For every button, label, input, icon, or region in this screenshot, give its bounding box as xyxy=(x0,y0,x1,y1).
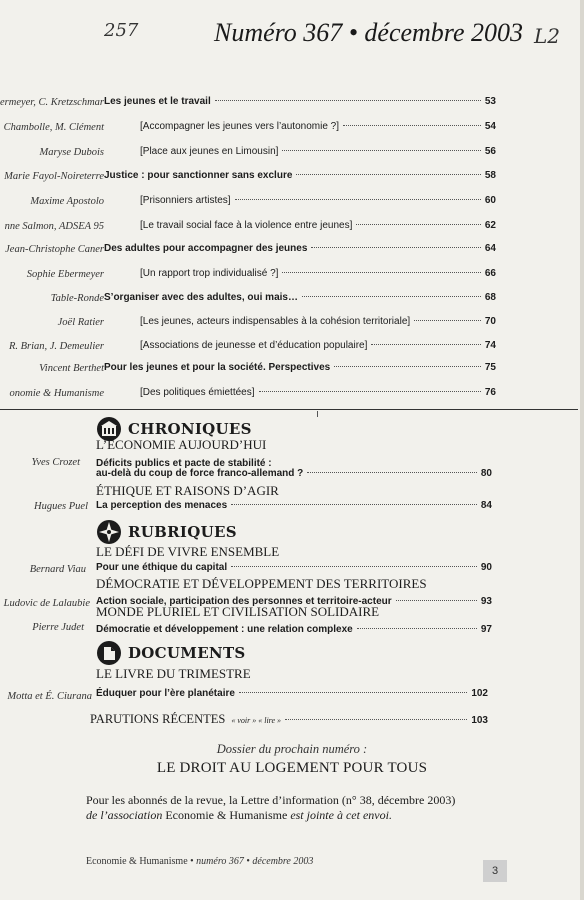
leader-dots xyxy=(259,391,481,392)
article-title-deficits-2: au-delà du coup de force franco-allemand ? xyxy=(96,468,304,479)
toc-author: onomie & Humanisme xyxy=(9,388,104,399)
footer-publication: Economie & Humanisme xyxy=(86,856,188,867)
parutions-title: PARUTIONS RÉCENTES xyxy=(90,712,226,726)
toc-author: Joël Ratier xyxy=(57,317,104,328)
author-motta-ciurana: Motta et É. Ciurana xyxy=(7,691,92,702)
toc-author: Sophie Ebermeyer xyxy=(26,269,104,280)
toc-title: [Place aux jeunes en Limousin] xyxy=(140,146,279,157)
note-text-a: de l’association xyxy=(86,808,166,822)
toc-author: Maxime Apostolo xyxy=(30,196,104,207)
leader-dots xyxy=(356,224,481,225)
article-title-democratie: Démocratie et développement : une relation complexe xyxy=(96,624,353,635)
toc-line-democratie xyxy=(96,624,492,640)
toc-line xyxy=(104,362,496,378)
rubric-territoires: DÉMOCRATIE ET DÉVELOPPEMENT DES TERRITOIRES xyxy=(96,576,427,591)
article-title-menaces: La perception des menaces xyxy=(96,500,228,511)
article-title-eduquer: Éduquer pour l’ère planétaire xyxy=(96,688,235,699)
section-divider xyxy=(0,409,578,410)
toc-line-deficits xyxy=(96,468,492,484)
toc-author: Vincent Berthet xyxy=(39,363,104,374)
article-title-capital: Pour une éthique du capital xyxy=(96,562,228,573)
rubric-livre: LE LIVRE DU TRIMESTRE xyxy=(96,666,251,681)
toc-line xyxy=(140,268,496,284)
toc-entry xyxy=(0,146,584,162)
page-number: 70 xyxy=(484,316,496,327)
toc-line xyxy=(104,96,496,112)
section-title-rubriques: RUBRIQUES xyxy=(128,523,237,541)
leader-dots xyxy=(307,472,477,473)
toc-title: Pour les jeunes et pour la société. Perspectives xyxy=(104,362,331,373)
page-number: 76 xyxy=(484,387,496,398)
toc-line xyxy=(104,292,496,308)
toc-title: Justice : pour sanctionner sans exclure xyxy=(104,170,293,181)
toc-line xyxy=(140,121,496,137)
leader-dots xyxy=(302,296,481,297)
toc-entry xyxy=(0,195,584,211)
page-number: 54 xyxy=(484,121,496,132)
section-title-documents: DOCUMENTS xyxy=(128,644,246,662)
toc-entry xyxy=(0,220,584,236)
page-number: 58 xyxy=(484,170,496,181)
page-edge xyxy=(580,0,584,900)
author-crozet: Yves Crozet xyxy=(31,457,80,468)
toc-title: Des adultes pour accompagner des jeunes xyxy=(104,243,308,254)
section-documents xyxy=(96,640,246,666)
author-puel: Hugues Puel xyxy=(34,501,88,512)
toc-line xyxy=(104,243,496,259)
toc-entry xyxy=(0,121,584,137)
toc-author: R. Brian, J. Demeulier xyxy=(8,341,104,352)
subscriber-note-line2 xyxy=(86,808,392,823)
page-number: 53 xyxy=(484,96,496,107)
toc-entry xyxy=(0,268,584,284)
toc-title: [Des politiques émiettées] xyxy=(140,387,255,398)
page-number: 56 xyxy=(484,146,496,157)
leader-dots xyxy=(231,566,477,567)
documents-icon xyxy=(96,640,122,666)
page-footer: Economie & Humanisme • numéro 367 • décembre 2003 xyxy=(86,856,314,867)
toc-author: ermeyer, C. Kretzschmar xyxy=(0,97,104,108)
toc-title: [Associations de jeunesse et d’éducation populaire] xyxy=(140,340,368,351)
article-title-action-sociale: Action sociale, participation des personnes et territoire-acteur xyxy=(96,596,392,607)
next-issue-label: Dossier du prochain numéro : xyxy=(216,742,368,756)
page-number: 60 xyxy=(484,195,496,206)
leader-dots xyxy=(285,719,467,720)
leader-dots xyxy=(215,100,481,101)
page-number: 74 xyxy=(484,340,496,351)
section-rubriques xyxy=(96,519,237,545)
subscriber-note-line1: Pour les abonnés de la revue, la Lettre d’information (n° 38, décembre 2003) xyxy=(86,793,456,807)
page-number: 62 xyxy=(484,220,496,231)
toc-entry xyxy=(0,340,584,356)
leader-dots xyxy=(235,199,481,200)
toc-author: Marie Fayol-Noireterre xyxy=(4,171,104,182)
toc-title: [Prisonniers artistes] xyxy=(140,195,231,206)
compass-icon xyxy=(96,519,122,545)
page-number: 93 xyxy=(480,596,492,607)
toc-entry xyxy=(0,387,584,403)
page-number: 68 xyxy=(484,292,496,303)
leader-dots xyxy=(371,344,481,345)
toc-entry xyxy=(0,96,584,112)
leader-dots xyxy=(296,174,480,175)
leader-dots xyxy=(282,272,480,273)
toc-title: [Les jeunes, acteurs indispensables à la cohésion territoriale] xyxy=(140,316,411,327)
toc-author: Maryse Dubois xyxy=(39,147,104,158)
toc-entry xyxy=(0,316,584,332)
leader-dots xyxy=(334,366,481,367)
page-number: 64 xyxy=(484,243,496,254)
leader-dots xyxy=(231,504,477,505)
leader-dots xyxy=(311,247,480,248)
next-issue-title: LE DROIT AU LOGEMENT POUR TOUS xyxy=(156,760,428,776)
toc-line xyxy=(104,170,496,186)
note-association-name: Economie & Humanisme xyxy=(165,808,288,822)
toc-entry xyxy=(0,170,584,186)
toc-line xyxy=(140,340,496,356)
toc-line xyxy=(140,316,496,332)
note-text-c: est jointe à cet envoi. xyxy=(287,808,392,822)
footer-issue: numéro 367 xyxy=(196,856,244,867)
page-number: 97 xyxy=(480,624,492,635)
issue-title: Numéro 367 • décembre 2003 xyxy=(214,18,524,47)
leader-dots xyxy=(414,320,481,321)
leader-dots xyxy=(357,628,477,629)
article-title-deficits-1: Déficits publics et pacte de stabilité : xyxy=(96,458,272,469)
parutions-subtitle: « voir » « lire » xyxy=(231,716,282,725)
toc-line-parutions xyxy=(90,712,488,728)
page-number: 84 xyxy=(480,500,492,511)
page-number: 102 xyxy=(471,688,488,699)
toc-title: S’organiser avec des adultes, oui mais… xyxy=(104,292,298,303)
page-number: 80 xyxy=(480,468,492,479)
footer-date: décembre 2003 xyxy=(252,856,314,867)
section-title-chroniques: CHRONIQUES xyxy=(128,420,252,438)
rubric-ethique: ÉTHIQUE ET RAISONS D’AGIR xyxy=(96,483,279,498)
toc-line xyxy=(140,146,496,162)
toc-title: [Le travail social face à la violence entre jeunes] xyxy=(140,220,353,231)
toc-line xyxy=(140,220,496,236)
toc-line-eduquer xyxy=(96,688,488,704)
toc-title: Les jeunes et le travail xyxy=(104,96,211,107)
page-number: 90 xyxy=(480,562,492,573)
toc-author: nne Salmon, ADSEA 95 xyxy=(4,221,104,232)
toc-author: Chambolle, M. Clément xyxy=(3,122,104,133)
toc-title: [Accompagner les jeunes vers l’autonomie ?] xyxy=(140,121,339,132)
handwritten-note-right: L2 xyxy=(534,24,561,48)
leader-dots xyxy=(239,692,467,693)
author-lalaubie: Ludovic de Lalaubie xyxy=(3,598,90,609)
leader-dots xyxy=(282,150,480,151)
author-judet: Pierre Judet xyxy=(32,622,84,633)
toc-author: Table-Ronde xyxy=(50,293,104,304)
handwritten-note-left: 257 xyxy=(104,20,139,41)
toc-author: Jean-Christophe Caner xyxy=(5,244,104,255)
leader-dots xyxy=(396,600,477,601)
toc-entry xyxy=(0,292,584,308)
page-number: 66 xyxy=(484,268,496,279)
toc-title: [Un rapport trop individualisé ?] xyxy=(140,268,279,279)
toc-entry xyxy=(0,362,584,378)
rubric-economie: L’ÉCONOMIE AUJOURD’HUI xyxy=(96,437,267,452)
toc-entry xyxy=(0,243,584,259)
rubric-vivre-ensemble: LE DÉFI DE VIVRE ENSEMBLE xyxy=(96,544,280,559)
toc-line xyxy=(140,387,496,403)
leader-dots xyxy=(343,125,481,126)
page-number: 103 xyxy=(471,715,488,726)
toc-line xyxy=(140,195,496,211)
page-number-box: 3 xyxy=(483,860,507,882)
rubric-monde-pluriel: MONDE PLURIEL ET CIVILISATION SOLIDAIRE xyxy=(96,604,380,619)
divider-mark xyxy=(317,411,318,417)
toc-line-menaces xyxy=(96,500,492,516)
page-number: 75 xyxy=(484,362,496,373)
author-viau: Bernard Viau xyxy=(29,564,86,575)
